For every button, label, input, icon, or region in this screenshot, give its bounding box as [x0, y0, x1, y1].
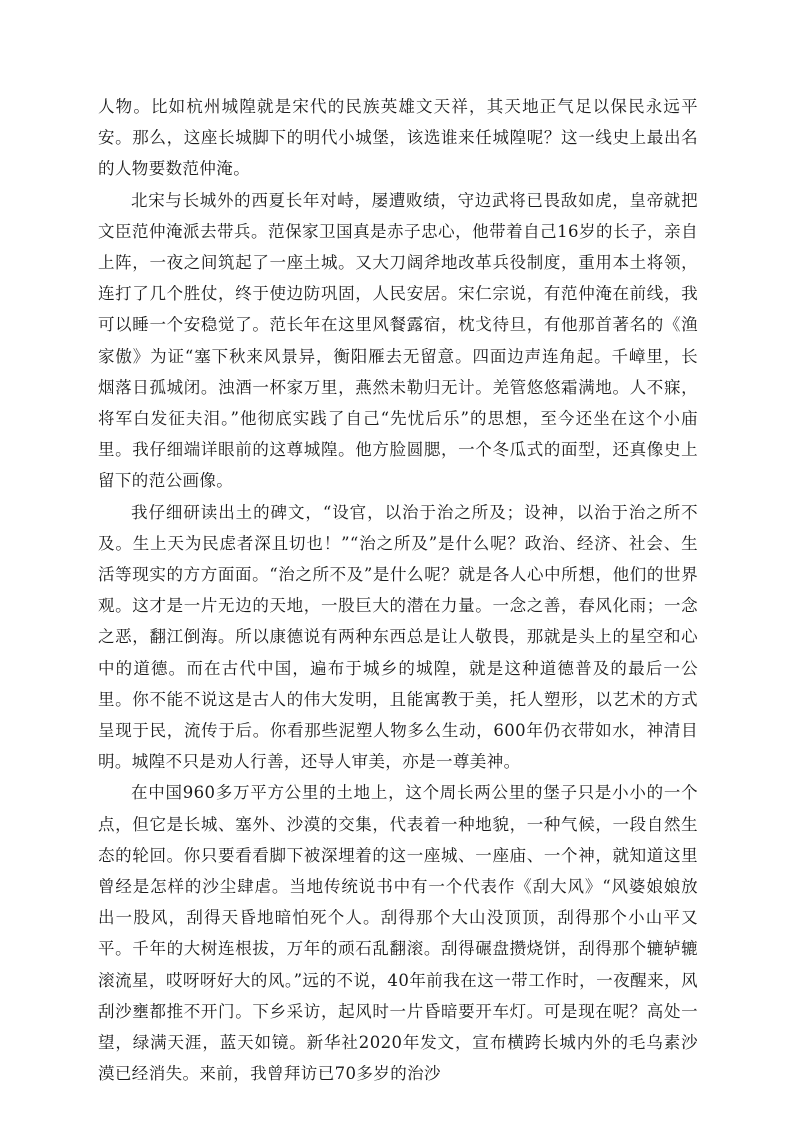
paragraph-continued: 人物。比如杭州城隍就是宋代的民族英雄文天祥，其天地正气足以保民永远平安。那么，这座长城脚下的明代小城堡，该选谁来任城隍呢？这一线史上最出名的人物要数范仲淹。 [98, 97, 698, 179]
paragraph-desert-history: 在中国960多万平方公里的土地上，这个周长两公里的堡子只是小小的一个点，但它是长城、塞外、沙漠的交集，代表着一种地貌，一种气候，一段自然生态的轮回。你只要看看脚下被深埋着的这一座城、一座庙、一个神，就知道这里曾经是怎样的沙尘肆虐。当地传统说书中有一个代表作《刮大风》“风婆娘娘放出一股风，刮得天昏地暗怕死个人。刮得那个大山没顶顶，刮得那个小山平又平。千年的大树连根拔，万年的顽石乱翻滚。刮得碾盘攒烧饼，刮得那个辘轳辘滚流星，哎呀呀好大的风。”远的不说，40年前我在这一带工作时，一夜醒来，风刮沙壅都推不开门。下乡采访，起风时一片昏暗要开车灯。可是现在呢？高处一望，绿满天涯，蓝天如镜。新华社2020年发文，宣布横跨长城内外的毛乌素沙漠已经消失。来前，我曾拜访已70多岁的治沙 [98, 783, 698, 1084]
paragraph-fan-zhongyan: 北宋与长城外的西夏长年对峙，屡遭败绩，守边武将已畏敌如虎，皇帝就把文臣范仲淹派去带兵。范保家卫国真是赤子忠心，他带着自己16岁的长子，亲自上阵，一夜之间筑起了一座土城。又大刀阔斧地改革兵役制度，重用本土将领，连打了几个胜仗，终于使边防巩固，人民安居。宋仁宗说，有范仲淹在前线，我可以睡一个安稳觉了。范长年在这里风餐露宿，枕戈待旦，有他那首著名的《渔家傲》为证“塞下秋来风景异，衡阳雁去无留意。四面边声连角起。千嶂里，长烟落日孤城闭。浊酒一杯家万里，燕然未勒归无计。羌管悠悠霜满地。人不寐，将军白发征夫泪。”他彻底实践了自己“先忧后乐”的思想，至今还坐在这个小庙里。我仔细端详眼前的这尊城隍。他方脸圆腮，一个冬瓜式的面型，还真像史上留下的范公画像。 [98, 190, 698, 491]
paragraph-stele-inscription: 我仔细研读出土的碑文，“设官，以治于治之所及；设神，以治于治之所不及。生上天为民虑者深且切也！”“治之所及”是什么呢？政治、经济、社会、生活等现实的方方面面。“治之所不及”是什么呢？就是各人心中所想，他们的世界观。这才是一片无边的天地，一股巨大的潜在力量。一念之善，春风化雨；一念之恶，翻江倒海。所以康德说有两种东西总是让人敬畏，那就是头上的星空和心中的道德。而在古代中国，遍布于城乡的城隍，就是这种道德普及的最后一公里。你不能不说这是古人的伟大发明，且能寓教于美，托人塑形，以艺术的方式呈现于民，流传于后。你看那些泥塑人物多么生动，600年仍衣带如水，神清目明。城隍不只是劝人行善，还导人审美，亦是一尊美神。 [98, 502, 698, 772]
article-body [98, 91, 698, 1090]
